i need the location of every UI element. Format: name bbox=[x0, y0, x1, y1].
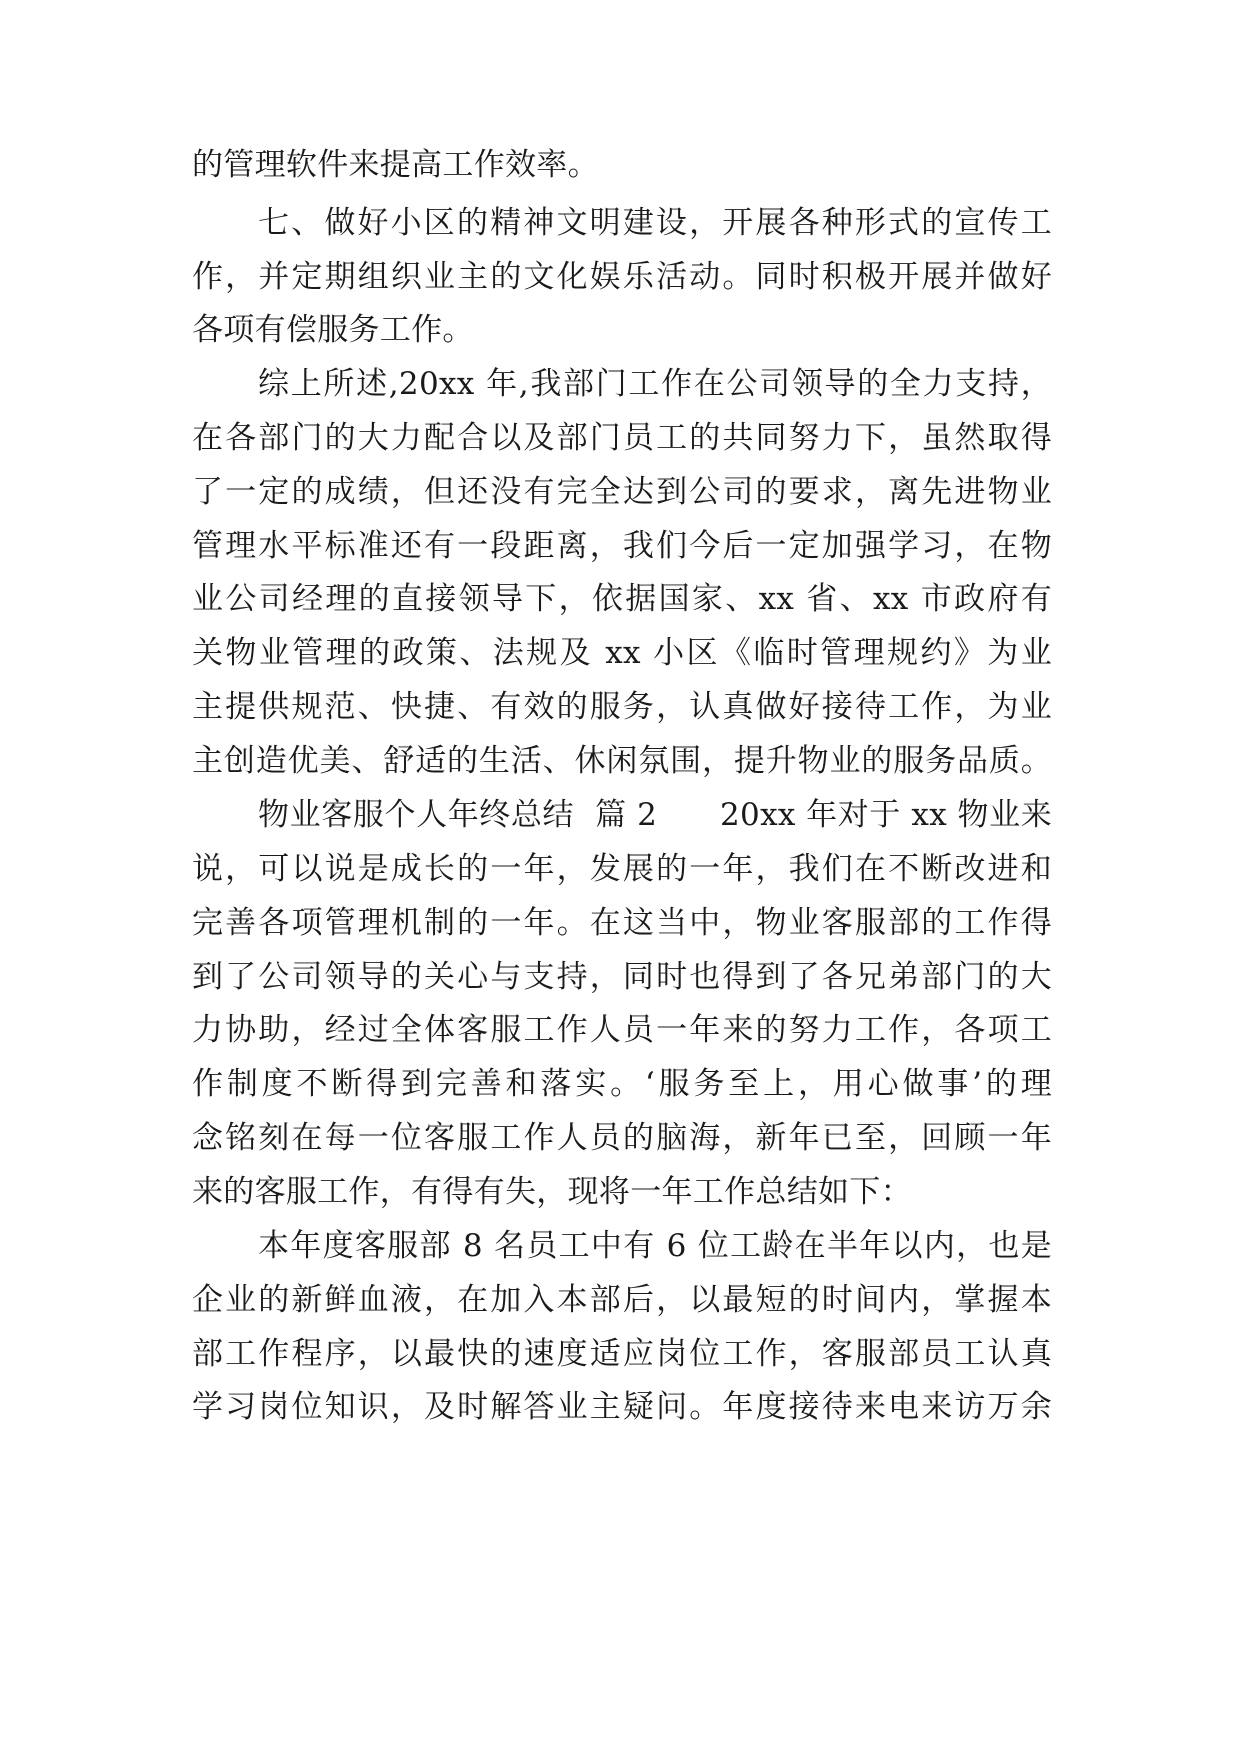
text-line: 企业的新鲜血液，在加入本部后，以最短的时间内，掌握本 bbox=[192, 1282, 1052, 1318]
text-line: 学习岗位知识，及时解答业主疑问。年度接待来电来访万余 bbox=[192, 1389, 1052, 1425]
text-line: 的管理软件来提高工作效率。 bbox=[192, 147, 599, 183]
text-line: 力协助，经过全体客服工作人员一年来的努力工作，各项工 bbox=[192, 1012, 1052, 1048]
text-line: 主提供规范、快捷、有效的服务，认真做好接待工作，为业 bbox=[192, 689, 1052, 725]
text-line: 主创造优美、舒适的生活、休闲氛围，提升物业的服务品质。 bbox=[192, 743, 1052, 779]
text-line: 到了公司领导的关心与支持，同时也得到了各兄弟部门的大 bbox=[192, 959, 1052, 995]
text-line: 本年度客服部 8 名员工中有 6 位工龄在半年以内，也是 bbox=[258, 1228, 1052, 1264]
text-line: 来的客服工作，有得有失，现将一年工作总结如下： bbox=[192, 1174, 912, 1210]
text-line: 七、做好小区的精神文明建设，开展各种形式的宣传工 bbox=[258, 205, 1052, 241]
text-line: 关物业管理的政策、法规及 xx 小区《临时管理规约》为业 bbox=[192, 635, 1052, 671]
text-line: 念铭刻在每一位客服工作人员的脑海，新年已至，回顾一年 bbox=[192, 1120, 1052, 1156]
text-line: 综上所述,20xx 年,我部门工作在公司领导的全力支持， bbox=[258, 366, 1052, 402]
text-line: 业公司经理的直接领导下，依据国家、xx 省、xx 市政府有 bbox=[192, 581, 1052, 617]
text-line: 部工作程序，以最快的速度适应岗位工作，客服部员工认真 bbox=[192, 1336, 1052, 1372]
text-line: 在各部门的大力配合以及部门员工的共同努力下，虽然取得 bbox=[192, 420, 1052, 456]
text-line: 各项有偿服务工作。 bbox=[192, 312, 474, 348]
text-line: 完善各项管理机制的一年。在这当中，物业客服部的工作得 bbox=[192, 905, 1052, 941]
text-line: 管理水平标准还有一段距离，我们今后一定加强学习，在物 bbox=[192, 528, 1052, 564]
text-line: 作，并定期组织业主的文化娱乐活动。同时积极开展并做好 bbox=[192, 259, 1052, 295]
text-line: 说，可以说是成长的一年，发展的一年，我们在不断改进和 bbox=[192, 851, 1052, 887]
text-line: 作制度不断得到完善和落实。‘服务至上，用心做事’的理 bbox=[192, 1066, 1052, 1102]
text-line: 了一定的成绩，但还没有完全达到公司的要求，离先进物业 bbox=[192, 474, 1052, 510]
text-line: 物业客服个人年终总结 篇 2 20xx 年对于 xx 物业来 bbox=[258, 797, 1052, 833]
